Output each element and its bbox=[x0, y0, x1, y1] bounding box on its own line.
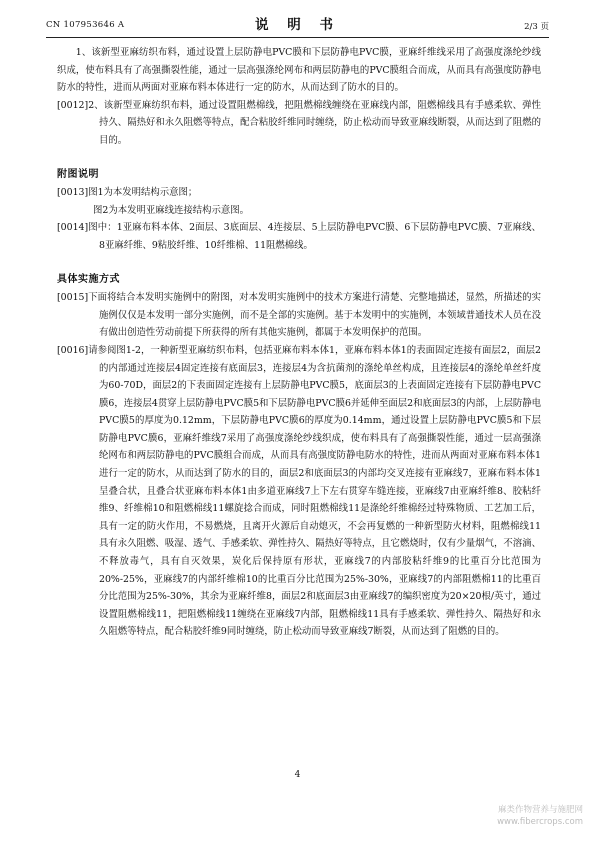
paragraph-text: 下面将结合本发明实施例中的附图，对本发明实施例中的技术方案进行清楚、完整地描述，显然，所描述的实施例仅仅是本发明一部分实施例，而不是全部的实施例。基于本发明中的实施例，本领域普通技术人员在没有做出创造性劳动前提下所获得的所有其他实施例，都属于本发明保护的范围。 bbox=[88, 292, 541, 339]
paragraph-0013 bbox=[57, 184, 541, 202]
paragraph-text: 图1为本发明结构示意图； bbox=[88, 187, 198, 199]
page-header bbox=[46, 13, 549, 37]
page-indicator: 2/3 页 bbox=[524, 22, 549, 32]
paragraph-0013-line2: 图2为本发明亚麻线连接结构示意图。 bbox=[93, 204, 249, 216]
paragraph-0012 bbox=[57, 97, 541, 150]
watermark-line-2: www.fibercrops.com bbox=[497, 817, 583, 827]
document-title: 说 明 书 bbox=[255, 17, 340, 33]
paragraph-text: 2、该新型亚麻纺织布料，通过设置阻燃棉线，把阻燃棉线缠绕在亚麻线内部，阻燃棉线具有手感柔软、弹性持久、隔热好和永久阻燃等特点，配合粘胶纤维同时缠绕，防止松动而导致亚麻线断裂，从而达到了阻燃的目的。 bbox=[88, 99, 541, 146]
paragraph-number: [0012] bbox=[57, 99, 89, 111]
section-heading-embodiment: 具体实施方式 bbox=[57, 273, 120, 285]
header-divider bbox=[46, 37, 549, 38]
paragraph-number: [0013] bbox=[57, 187, 89, 199]
page-number: 4 bbox=[294, 770, 301, 780]
paragraph-text: 图中：1亚麻布料本体、2面层、3底面层、4连接层、5上层防静电PVC膜、6下层防静电PVC膜、7亚麻线、8亚麻纤维、9粘胶纤维、10纤维棉、11阻燃棉线。 bbox=[88, 222, 541, 251]
section-heading-figures: 附图说明 bbox=[57, 168, 99, 180]
paragraph-intro: 1、该新型亚麻纺织布料，通过设置上层防静电PVC膜和下层防静电PVC膜，亚麻纤维线采用了高强度涤纶纱线织成，使布料具有了高强撕裂性能，通过一层高强涤纶网布和两层防静电的PVC膜组合而成，从而具有高强度防静电防水的特性，进而从两面对亚麻布料本体进行一定的防水，从而达到了防水的目的。 bbox=[57, 47, 541, 94]
watermark bbox=[497, 804, 583, 828]
paragraph-0015 bbox=[57, 289, 541, 342]
paragraph-0016 bbox=[57, 342, 541, 641]
paragraph-number: [0015] bbox=[57, 292, 89, 304]
paragraph-number: [0014] bbox=[57, 222, 89, 234]
paragraph-0014 bbox=[57, 219, 541, 254]
paragraph-text: 请参阅图1-2，一种新型亚麻纺织布料，包括亚麻布料本体1，亚麻布料本体1的表面固定连接有面层2，面层2的内部通过连接层4固定连接有底面层3，连接层4为含抗菌剂的涤纶单丝构成，且连接层4的涤纶单丝纤度为60-70D，面层2的下表面固定连接有上层防静电PVC膜5，底面层3的上表面固定连接有下层防静电PVC膜6，连接层4贯穿上层防静电PVC膜5和下层防静电PVC膜6并延伸至面层2和底面层3的内部，上层防静电PVC膜5的厚度为0.12mm，下层防静电PVC膜6的厚度为0.14mm，通过设置上层防静电PVC膜5和下层防静电PVC膜6，亚麻纤维线7采用了高强度涤纶纱线织成，使布料具有了高强撕裂性能，通过一层高强涤纶网布和两层防静电的PVC膜组合而成，从而具有高强度防静电防水的特性，进而从两面对亚麻布料本体1进行一定的防水，从而达到了防水的目的，面层2和底面层3的内部均交叉连接有亚麻线7，亚麻布料本体1呈叠合状，且叠合状亚麻布料本体1由多道亚麻线7上下左右贯穿车缝连接，亚麻线7由亚麻纤维8、胶粘纤维9、纤维棉10和阻燃棉线11螺旋捻合而成，同时阻燃棉线11是涤纶纤维棉经过特殊物质、工艺加工后，具有一定的防火作用，不易燃烧，且离开火源后自动熄灭，不会再复燃的一种新型防火材料，阻燃棉线11具有永久阻燃、吸湿、透气、手感柔软、弹性持久、隔热好等特点，且它燃烧时，仅有少量烟气，不溶滴、不释放毒气，具有自灭效果，炭化后保持原有形状，亚麻线7的内部胶粘纤维9的比重百分比范围为20%-25%，亚麻线7的内部纤维棉10的比重百分比范围为25%-30%，亚麻线7的内部阻燃棉11的比重百分比范围为25%-30%，其余为亚麻纤维8，面层2和底面层3由亚麻线7的编织密度为20×20根/英寸，通过设置阻燃棉线11，把阻燃棉线11缠绕在亚麻线7内部，阻燃棉线11具有手感柔软、弹性持久、隔热好和永久阻燃等特点，配合粘胶纤维9同时缠绕，防止松动而导致亚麻线7断裂，从而达到了阻燃的目的。 bbox=[88, 344, 541, 638]
watermark-line-1: 麻类作物营养与施肥网 bbox=[497, 805, 583, 815]
paragraph-number: [0016] bbox=[57, 344, 89, 356]
document-number: CN 107953646 A bbox=[46, 20, 125, 30]
document-body bbox=[57, 44, 541, 641]
